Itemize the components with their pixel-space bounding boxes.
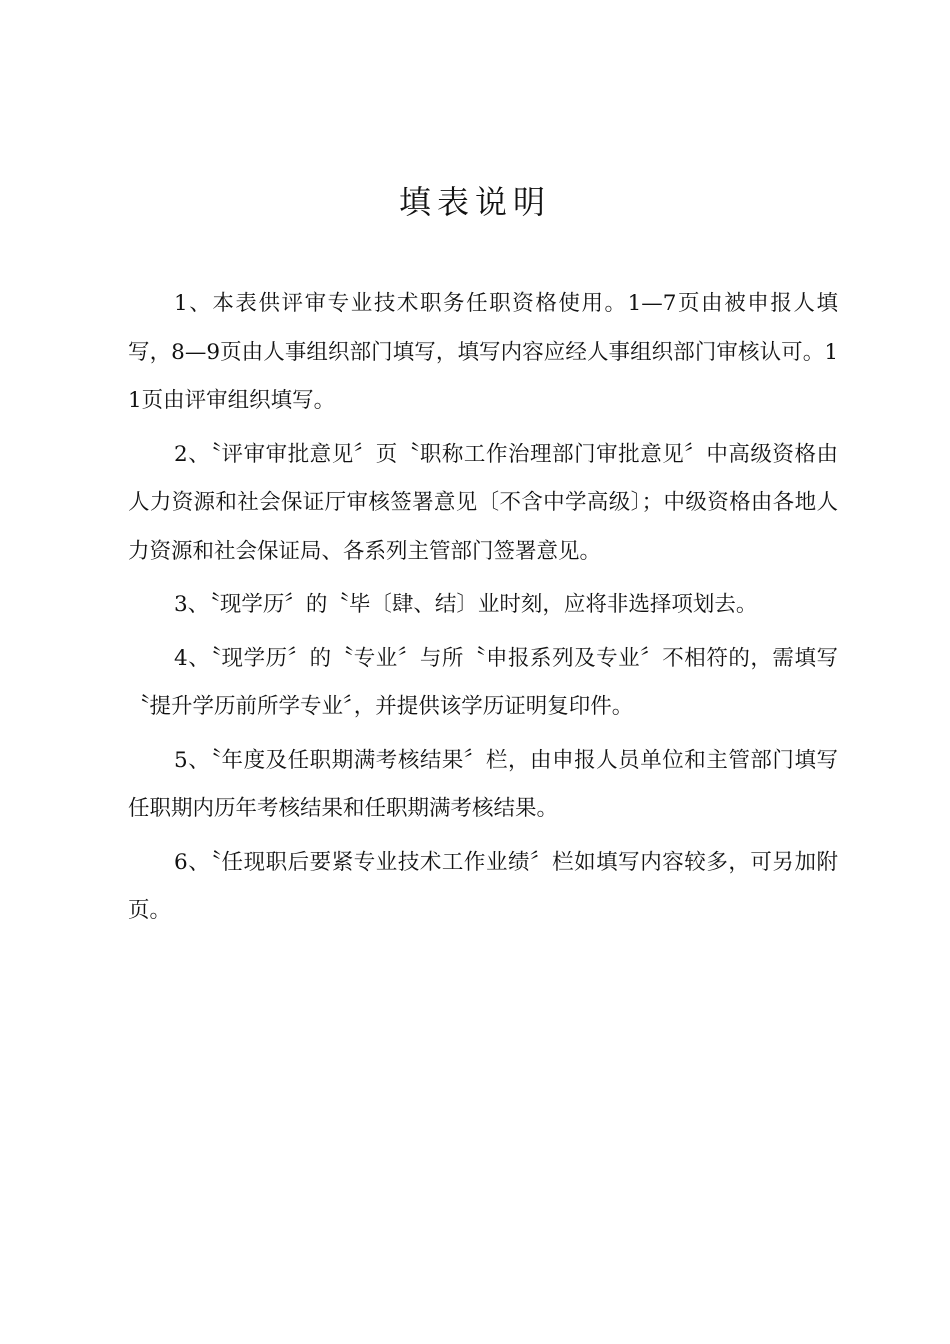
instruction-paragraph-6: 6、〝任现职后要紧专业技术工作业绩〞栏如填写内容较多，可另加附页。 [128, 849, 838, 923]
instructions-body [128, 280, 838, 941]
instruction-paragraph-2: 2、〝评审审批意见〞页〝职称工作治理部门审批意见〞中高级资格由人力资源和社会保证厅审核签署意见〔不含中学高级〕；中级资格由各地人力资源和社会保证局、各系列主管部门签署意见。 [128, 441, 838, 564]
instruction-paragraph-3: 3、〝现学历〞的〝毕〔肆、结〕业时刻，应将非选择项划去。 [174, 592, 758, 617]
instruction-paragraph-4: 4、〝现学历〞的〝专业〞与所〝申报系列及专业〞不相符的，需填写〝提升学历前所学专业〞，并提供该学历证明复印件。 [128, 645, 838, 719]
instruction-paragraph-1: 1、本表供评审专业技术职务任职资格使用。1—7页由被申报人填写，8—9页由人事组织部门填写，填写内容应经人事组织部门审核认可。11页由评审组织填写。 [128, 291, 838, 413]
page-title: 填表说明 [398, 183, 551, 221]
instruction-paragraph-5: 5、〝年度及任职期满考核结果〞栏，由申报人员单位和主管部门填写任职期内历年考核结果和任职期满考核结果。 [128, 747, 838, 821]
